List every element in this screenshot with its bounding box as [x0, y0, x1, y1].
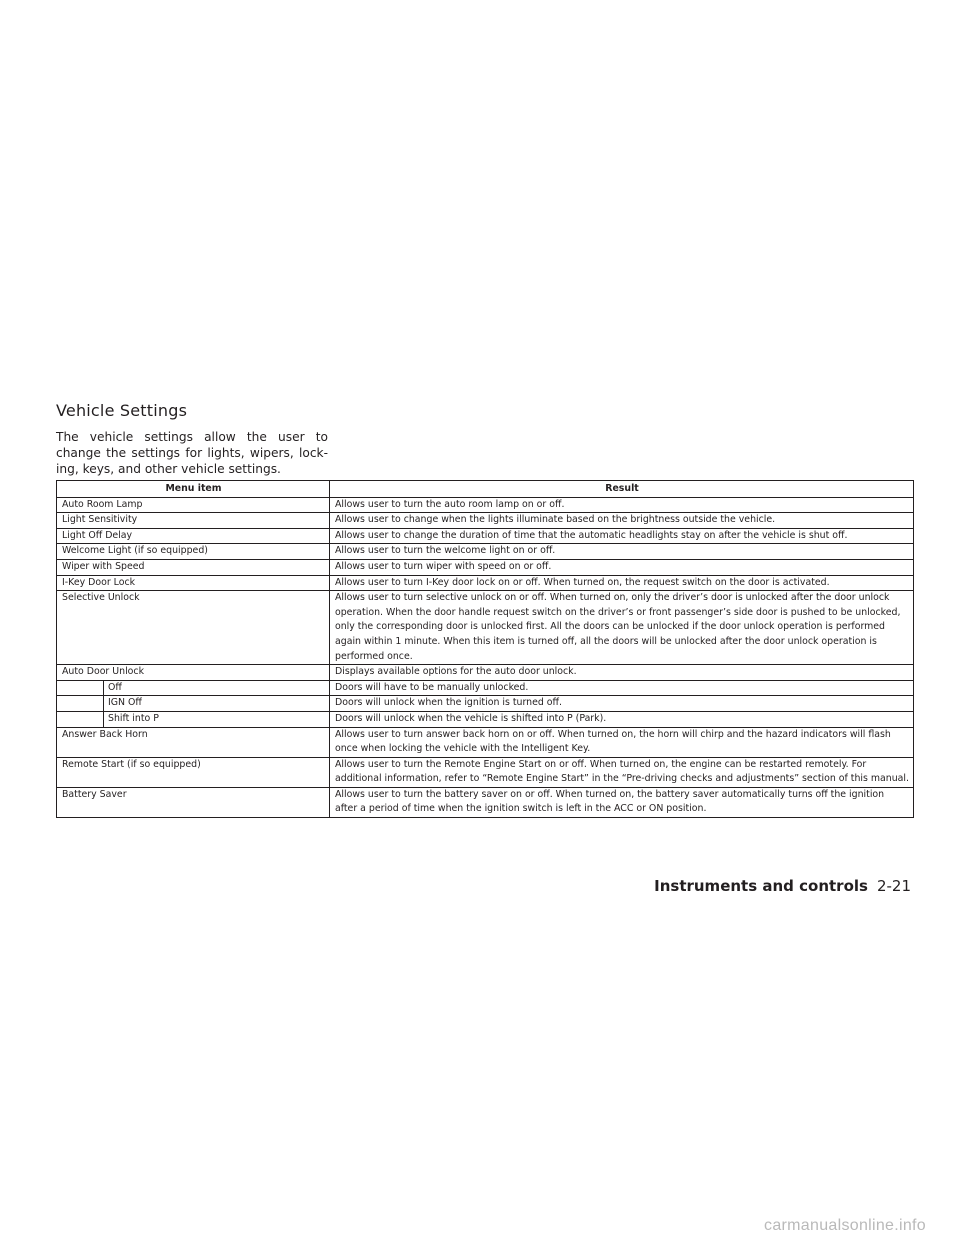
- header-menu-item: Menu item: [57, 481, 330, 498]
- result-cell: Allows user to turn the welcome light on or off.: [330, 544, 914, 560]
- menu-subitem-cell: [57, 711, 330, 727]
- watermark: carmanualsonline.info: [764, 1217, 926, 1234]
- section-title: Vehicle Settings: [56, 401, 188, 420]
- menu-subitem-label: Off: [108, 681, 122, 693]
- result-cell: Allows user to turn I-Key door lock on or off. When turned on, the request switch on the door is activated.: [330, 575, 914, 591]
- subitem-divider: [103, 680, 104, 697]
- table-header-row: [57, 481, 914, 498]
- table-row: [57, 544, 914, 560]
- result-cell: Displays available options for the auto door unlock.: [330, 665, 914, 681]
- subitem-divider: [103, 695, 104, 712]
- menu-item-cell: Answer Back Horn: [57, 727, 330, 757]
- table-row: [57, 591, 914, 665]
- table-row: [57, 559, 914, 575]
- menu-subitem-label: Shift into P: [108, 712, 159, 724]
- menu-subitem-cell: [57, 680, 330, 696]
- table-subrow: [57, 711, 914, 727]
- result-cell: Doors will have to be manually unlocked.: [330, 680, 914, 696]
- menu-item-cell: Remote Start (if so equipped): [57, 757, 330, 787]
- page-number: 2-21: [876, 877, 911, 895]
- table-row: [57, 787, 914, 817]
- result-cell: Allows user to turn the battery saver on or off. When turned on, the battery saver automatically turns off the ignition after a period of time when the ignition switch is left in the ACC or ON position.: [330, 787, 914, 817]
- table-row: [57, 528, 914, 544]
- menu-subitem-label: IGN Off: [108, 697, 142, 709]
- result-cell: Allows user to change the duration of time that the automatic headlights stay on after the vehicle is shut off.: [330, 528, 914, 544]
- table-row: [57, 757, 914, 787]
- subitem-divider: [103, 711, 104, 728]
- result-cell: Doors will unlock when the ignition is turned off.: [330, 696, 914, 712]
- intro-paragraph: The vehicle settings allow the user to change the settings for lights, wipers, lock-ing, keys, and other vehicle settings.: [56, 430, 328, 476]
- menu-item-cell: Light Off Delay: [57, 528, 330, 544]
- result-cell: Doors will unlock when the vehicle is shifted into P (Park).: [330, 711, 914, 727]
- table-row: [57, 727, 914, 757]
- menu-item-cell: I-Key Door Lock: [57, 575, 330, 591]
- menu-item-cell: Auto Door Unlock: [57, 665, 330, 681]
- result-cell: Allows user to turn wiper with speed on or off.: [330, 559, 914, 575]
- menu-item-cell: Welcome Light (if so equipped): [57, 544, 330, 560]
- table-row: [57, 497, 914, 513]
- result-cell: Allows user to turn answer back horn on or off. When turned on, the horn will chirp and the hazard indicators will flash once when locking the vehicle with the Intelligent Key.: [330, 727, 914, 757]
- menu-item-cell: Light Sensitivity: [57, 513, 330, 529]
- menu-item-cell: Auto Room Lamp: [57, 497, 330, 513]
- result-cell: Allows user to turn the auto room lamp on or off.: [330, 497, 914, 513]
- table-row: [57, 513, 914, 529]
- menu-item-cell: Selective Unlock: [57, 591, 330, 665]
- menu-item-cell: Battery Saver: [57, 787, 330, 817]
- table-subrow: [57, 680, 914, 696]
- header-result: Result: [330, 481, 914, 498]
- vehicle-settings-table: [56, 480, 914, 818]
- table-subrow: [57, 696, 914, 712]
- table-row: [57, 575, 914, 591]
- result-cell: Allows user to turn selective unlock on or off. When turned on, only the driver’s door is unlocked after the door unlock operation. When the door handle request switch on the driver’s or front passenger’s side door is pushed to be unlocked, only the corresponding door is unlocked first. All the doors can be unlocked if the door unlock operation is performed again within 1 minute. When this item is turned off, all the doors will be unlocked after the door unlock operation is performed once.: [330, 591, 914, 665]
- menu-item-cell: Wiper with Speed: [57, 559, 330, 575]
- menu-subitem-cell: [57, 696, 330, 712]
- result-cell: Allows user to change when the lights illuminate based on the brightness outside the vehicle.: [330, 513, 914, 529]
- table-row: [57, 665, 914, 681]
- footer-section-name: Instruments and controls: [654, 877, 868, 895]
- page-footer: [654, 877, 911, 895]
- result-cell: Allows user to turn the Remote Engine Start on or off. When turned on, the engine can be restarted remotely. For additional information, refer to “Remote Engine Start” in the “Pre-driving checks and adjustments” section of this manual.: [330, 757, 914, 787]
